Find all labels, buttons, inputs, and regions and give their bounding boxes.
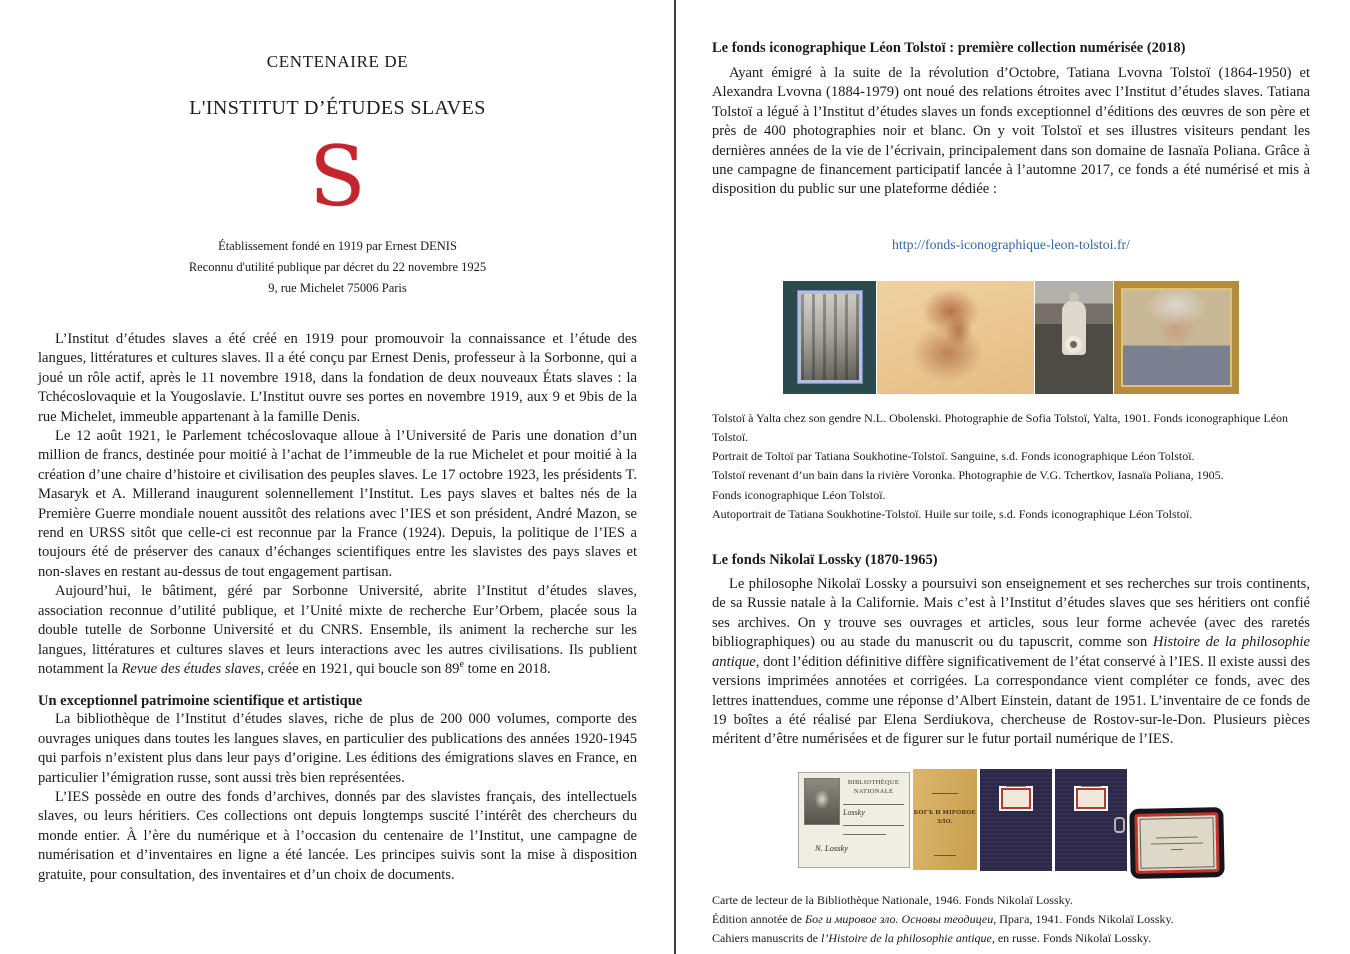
section-heading-lossky: Le fonds Nikolaï Lossky (1870-1965) xyxy=(712,552,938,569)
subtitle-line-1: Établissement fondé en 1919 par Ernest DENIS xyxy=(218,239,457,253)
paragraph: Ayant émigré à la suite de la révolution d’Octobre, Tatiana Lvovna Tolstoï (1864-1950) et Alexandra Lvovna (1884-1979) ont noué des relations étroites avec l’Institut d’études slaves. Tatiana Tolstoï a légué à l’Institut d’études slaves un fonds exceptionnel d’éditions des œuvres de son père et près de 400 photographies noir et blanc. On y voit Tolstoï et ses illustres visiteurs pendant les dernières années de la vie de l’écrivain, principalement dans son domaine de Iasnaïa Poliana. Grâce à une campagne de financement participatif lancée à l’automne 2017, ce fonds a été numérisé et mis à disposition du public sur une plateforme dédiée : xyxy=(712,65,1310,198)
link-row xyxy=(712,236,1310,254)
paragraph: Le philosophe Nikolaï Lossky a poursuivi son enseignement et ses recherches sur trois continents, de sa Russie natale à la Californie. Mais c’est à l’Institut d’études slaves que ses héritiers ont confié ses archives. On y trouve ses ouvrages et articles, sous leur forme achevée (avec des raretés bibliographiques) ou au stade du manuscrit ou du tapuscrit, comme son Histoire de la philosophie antique, dont l’édition définitive diffère significativement de l’état conservé à l’IES. Il existe aussi des versions imprimées annotées et corrigées. La correspondance vient compléter ce fonds, avec des lettres inattendues, comme une réponse d’Albert Einstein, datant de 1951. L’inventaire de ce fonds de 19 boîtes a été réalisé par Elena Serdiukova, chercheuse de Rostov-sur-le-Don. Plusieurs pièces méritent d’être numérisées et de figurer sur le futur portail numérique de l’IES. xyxy=(712,576,1310,748)
notebook-label xyxy=(999,786,1033,811)
book-cover-image xyxy=(913,769,977,870)
handwriting-line xyxy=(843,796,904,805)
section-heading-patrimoine: Un exceptionnel patrimoine scientifique et artistique xyxy=(38,693,363,710)
notebook-label xyxy=(1074,786,1108,811)
subtitle-line-3: 9, rue Michelet 75006 Paris xyxy=(268,281,407,295)
page-title-line1: CENTENAIRE DE xyxy=(266,52,409,71)
lossky-captions xyxy=(712,891,1310,949)
tolstoi-collection-link[interactable]: http://fonds-iconographique-leon-tolstoi.fr/ xyxy=(892,236,1130,252)
lossky-photo-strip xyxy=(712,769,1310,878)
notebook-cover-label-image xyxy=(1129,807,1224,879)
notebook-image xyxy=(980,769,1052,871)
caption-line: Portrait de Toltoï par Tatiana Soukhotine-Tolstoï. Sanguine, s.d. Fonds iconographique Léon Tolstoï. xyxy=(712,449,1195,464)
caption-line: Tolstoï à Yalta chez son gendre N.L. Obolenski. Photographie de Sofia Tolstoï, Yalta, 1901. Fonds iconographique Léon Tolstoï. xyxy=(712,410,1289,445)
book-rule xyxy=(934,855,956,856)
photo-frame xyxy=(798,291,862,383)
ornamental-initial-s xyxy=(38,130,637,225)
book-rule xyxy=(932,793,958,794)
caption-line: Fonds iconographique Léon Tolstoï. xyxy=(712,487,886,502)
paragraph: La bibliothèque de l’Institut d’études slaves, riche de plus de 200 000 volumes, comporte des ouvrages uniques dans toutes les langues slaves, en particulier des publications des années 1920-1945 qui parfois n’existent plus dans leur pays d’origine. Les éditions des émigrations slaves en France, en particulier l’émigration russe, sont aussi très bien représentées. xyxy=(38,711,637,786)
tolstoi-figure xyxy=(1062,301,1086,355)
page-title-line2: L'INSTITUT D’ÉTUDES SLAVES xyxy=(189,97,486,119)
caption-line: Carte de lecteur de la Bibliothèque Nationale, 1946. Fonds Nikolaï Lossky. xyxy=(712,892,1073,907)
photo-tolstoi-yalta xyxy=(783,281,876,394)
drawing-tolstoi-sanguine xyxy=(877,281,1034,394)
library-card-image xyxy=(798,772,910,868)
handwriting-line xyxy=(1171,848,1183,849)
paragraph: Aujourd’hui, le bâtiment, géré par Sorbonne Université, abrite l’Institut d’études slaves, association reconnue d’utilité publique, et l’Unité mixte de recherche Eur’Orbem, placée sous la double tutelle de Sorbonne Université et du CNRS. Ensemble, ils animent la recherche sur les langues, littératures et cultures slaves et leurs interactions avec les autres civilisations. Ils publient notamment la Revue des études slaves, créée en 1921, qui boucle son 89e tome en 2018. xyxy=(38,583,637,677)
handwriting-line xyxy=(1081,786,1101,787)
notebook-image xyxy=(1055,769,1127,871)
card-header-text: BIBLIOTHÈQUE NATIONALE xyxy=(847,778,900,795)
handwriting-line xyxy=(1006,786,1026,787)
label-frame xyxy=(1134,812,1219,874)
paragraph: L’IES possède en outre des fonds d’archives, donnés par des slavistes français, des intellectuels slaves, ou leurs héritiers. Ces collections ont depuis longtemps suscité l’intérêt des chercheurs du monde entier. À l’ère du numérique et à l’occasion du centenaire de l’Institut, une campagne de numérisation et d’inventaires en ligne a été lancée. Les principes suivis sont la mise à disposition gratuite, pour consultation, des inventaires et d’un choix de documents. xyxy=(38,788,637,883)
caption-line: Autoportrait de Tatiana Soukhotine-Tolstoï. Huile sur toile, s.d. Fonds iconographique Léon Tolstoï. xyxy=(712,506,1193,521)
painting-soukhotine-self-portrait xyxy=(1114,281,1239,394)
handwriting-line xyxy=(1151,842,1203,844)
card-name-text: Lossky xyxy=(843,807,865,817)
page-left xyxy=(0,0,674,954)
portrait-photo xyxy=(804,778,840,825)
caption-line: Édition annotée de Бог и мировое зло. Основы теодицеи, Прага, 1941. Fonds Nikolaï Lossky. xyxy=(712,911,1174,926)
tolstoi-captions xyxy=(712,409,1310,524)
book-title-text: БОГЪ И МІРОВОЕ ЗЛО. xyxy=(913,808,977,826)
ornament-letter: S xyxy=(309,130,366,225)
caption-line: Tolstoï revenant d’un bain dans la rivière Voronka. Photographie de V.G. Tchertkov, Iasnaïa Poliana, 1905. xyxy=(712,468,1224,483)
paragraph: L’Institut d’études slaves a été créé en 1919 pour promouvoir la connaissance et l’étude des langues, littératures et cultures slaves. Il a été conçu par Ernest Denis, professeur à la Sorbonne, qui a joué un rôle actif, après le 11 novembre 1918, dans la fondation de deux nouveaux États slaves : la Tchécoslovaquie et la Yougoslavie. L’Institut ouvre ses portes en novembre 1919, aux 9 et 9bis de la rue Michelet, immeuble appartenant à la famille Denis. xyxy=(38,331,637,425)
subtitle-line-2: Reconnu d'utilité publique par décret du 22 novembre 1925 xyxy=(188,260,487,274)
caption-line: Cahiers manuscrits de l’Histoire de la philosophie antique, en russe. Fonds Nikolaï Lossky. xyxy=(712,931,1152,946)
history-section xyxy=(38,330,637,679)
photo-tolstoi-voronka xyxy=(1035,281,1113,394)
institute-subtitle xyxy=(38,236,637,299)
page-right xyxy=(676,0,1350,954)
tolstoi-photo-strip xyxy=(712,281,1310,394)
card-signature-text: N. Lossky xyxy=(815,842,849,853)
handwriting-line xyxy=(843,817,904,826)
notebook-clasp xyxy=(1114,817,1125,833)
section-heading-tolstoi: Le fonds iconographique Léon Tolstoï : première collection numérisée (2018) xyxy=(712,40,1186,56)
handwriting-line xyxy=(843,826,886,835)
paragraph: Le 12 août 1921, le Parlement tchécoslovaque alloue à l’Université de Paris une donation d’un million de francs, destinée pour moitié à l’achat de l’immeuble de la rue Michelet et pour moitié à la création d’une chaire d’histoire et civilisation des peuples slaves. Le 17 octobre 1923, les présidents T. Masaryk et A. Millerand inaugurent solennellement l’Institut. Les pays slaves et baltes nés de la Première Guerre mondiale nouent aussitôt des relations avec l’IES et son président, André Mazon, se rend en URSS sitôt que celle-ci est reconnue par la France (1924). Depuis, la politique de l’IES a toujours été de préserver des canaux d’échanges scientifiques entre les slavistes des pays slaves et non-slaves en restant au-dessus de tout engagement partisan. xyxy=(38,428,637,580)
handwriting-line xyxy=(1156,836,1198,838)
